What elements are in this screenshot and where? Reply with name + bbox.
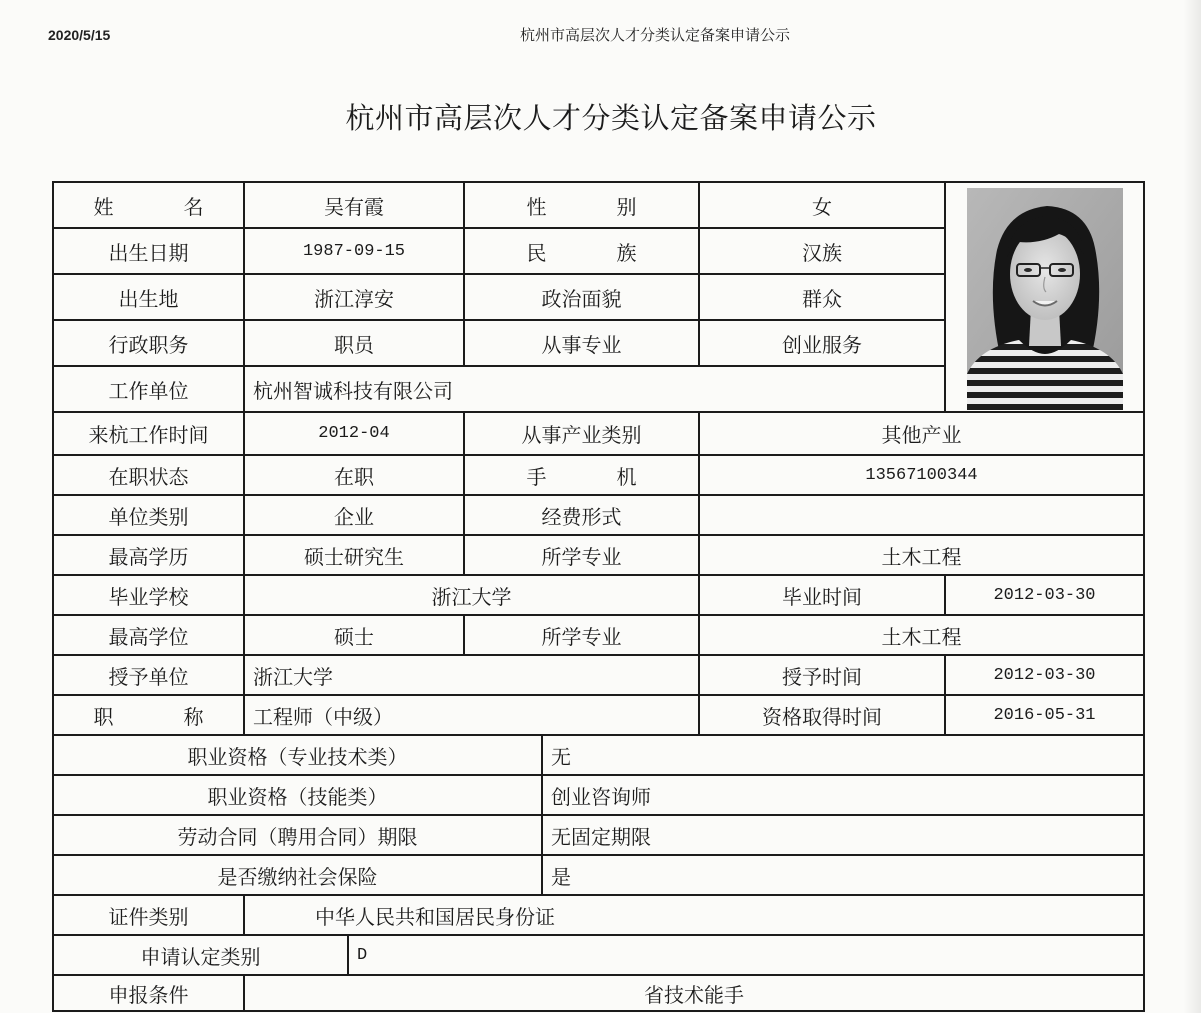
professional-title-label: 职称 bbox=[93, 704, 204, 729]
hangzhou-start-value: 2012-04 bbox=[245, 413, 465, 456]
degree-date-label: 授予时间 bbox=[700, 656, 946, 696]
education-major-value: 土木工程 bbox=[700, 536, 1145, 576]
highest-degree-label: 最高学位 bbox=[54, 616, 245, 656]
funding-type-label: 经费形式 bbox=[465, 496, 700, 536]
employer-value: 杭州智诚科技有限公司 bbox=[245, 367, 946, 413]
name-value: 吴有霞 bbox=[245, 183, 465, 229]
scan-edge-shadow bbox=[1183, 0, 1201, 1013]
photo-cell bbox=[946, 183, 1145, 413]
title-date-value: 2016-05-31 bbox=[946, 696, 1145, 736]
applicant-photo bbox=[967, 188, 1123, 410]
ethnicity-label: 民族 bbox=[526, 240, 637, 265]
contract-term-value: 无固定期限 bbox=[543, 816, 1145, 856]
photo-eye-left bbox=[1024, 268, 1032, 272]
category-label: 申请认定类别 bbox=[54, 936, 349, 976]
political-status-value: 群众 bbox=[700, 275, 946, 321]
ethnicity-value: 汉族 bbox=[700, 229, 946, 275]
highest-education-label: 最高学历 bbox=[54, 536, 245, 576]
highest-degree-value: 硕士 bbox=[245, 616, 465, 656]
contract-term-label: 劳动合同（聘用合同）期限 bbox=[54, 816, 543, 856]
school-value: 浙江大学 bbox=[245, 576, 700, 616]
professional-qualification-value: 无 bbox=[543, 736, 1145, 776]
running-header-title: 杭州市高层次人才分类认定备案申请公示 bbox=[520, 26, 791, 44]
degree-major-label: 所学专业 bbox=[465, 616, 700, 656]
print-date: 2020/5/15 bbox=[48, 27, 111, 43]
mobile-label-cell bbox=[465, 456, 700, 496]
graduation-date-value: 2012-03-30 bbox=[946, 576, 1145, 616]
document-title: 杭州市高层次人才分类认定备案申请公示 bbox=[345, 101, 877, 135]
birthplace-label: 出生地 bbox=[54, 275, 245, 321]
birth-date-value: 1987-09-15 bbox=[245, 229, 465, 275]
qualification-basis-value: 省技术能手 bbox=[245, 976, 1145, 1012]
name-label-cell bbox=[54, 183, 245, 229]
education-major-label: 所学专业 bbox=[465, 536, 700, 576]
school-label: 毕业学校 bbox=[54, 576, 245, 616]
degree-grantor-value: 浙江大学 bbox=[245, 656, 700, 696]
degree-date-value: 2012-03-30 bbox=[946, 656, 1145, 696]
funding-type-value bbox=[700, 496, 1145, 536]
ethnicity-label-cell bbox=[465, 229, 700, 275]
mobile-value: 13567100344 bbox=[700, 456, 1145, 496]
social-insurance-label: 是否缴纳社会保险 bbox=[54, 856, 543, 896]
title-date-label: 资格取得时间 bbox=[700, 696, 946, 736]
specialty-value: 创业服务 bbox=[700, 321, 946, 367]
degree-major-value: 土木工程 bbox=[700, 616, 1145, 656]
industry-label: 从事产业类别 bbox=[465, 413, 700, 456]
employer-type-value: 企业 bbox=[245, 496, 465, 536]
skill-qualification-value: 创业咨询师 bbox=[543, 776, 1145, 816]
application-form-table bbox=[52, 181, 1145, 1012]
political-status-label: 政治面貌 bbox=[465, 275, 700, 321]
specialty-label: 从事专业 bbox=[465, 321, 700, 367]
skill-qualification-label: 职业资格（技能类） bbox=[54, 776, 543, 816]
birthplace-value: 浙江淳安 bbox=[245, 275, 465, 321]
gender-label: 性别 bbox=[526, 194, 637, 219]
admin-position-label: 行政职务 bbox=[54, 321, 245, 367]
birth-date-label: 出生日期 bbox=[54, 229, 245, 275]
gender-label-cell bbox=[465, 183, 700, 229]
social-insurance-value: 是 bbox=[543, 856, 1145, 896]
employer-type-label: 单位类别 bbox=[54, 496, 245, 536]
admin-position-value: 职员 bbox=[245, 321, 465, 367]
professional-qualification-label: 职业资格（专业技术类） bbox=[54, 736, 543, 776]
photo-eye-right bbox=[1058, 268, 1066, 272]
hangzhou-start-label: 来杭工作时间 bbox=[54, 413, 245, 456]
employment-status-label: 在职状态 bbox=[54, 456, 245, 496]
id-type-value: 中华人民共和国居民身份证 bbox=[245, 896, 1145, 936]
professional-title-value: 工程师（中级） bbox=[245, 696, 700, 736]
gender-value: 女 bbox=[700, 183, 946, 229]
qualification-basis-label: 申报条件 bbox=[54, 976, 245, 1012]
graduation-date-label: 毕业时间 bbox=[700, 576, 946, 616]
employment-status-value: 在职 bbox=[245, 456, 465, 496]
professional-title-label-cell bbox=[54, 696, 245, 736]
name-label: 姓名 bbox=[93, 194, 204, 219]
category-value: D bbox=[349, 936, 1145, 976]
industry-value: 其他产业 bbox=[700, 413, 1145, 456]
highest-education-value: 硕士研究生 bbox=[245, 536, 465, 576]
degree-grantor-label: 授予单位 bbox=[54, 656, 245, 696]
mobile-label: 手机 bbox=[526, 464, 637, 489]
id-type-label: 证件类别 bbox=[54, 896, 245, 936]
employer-label: 工作单位 bbox=[54, 367, 245, 413]
